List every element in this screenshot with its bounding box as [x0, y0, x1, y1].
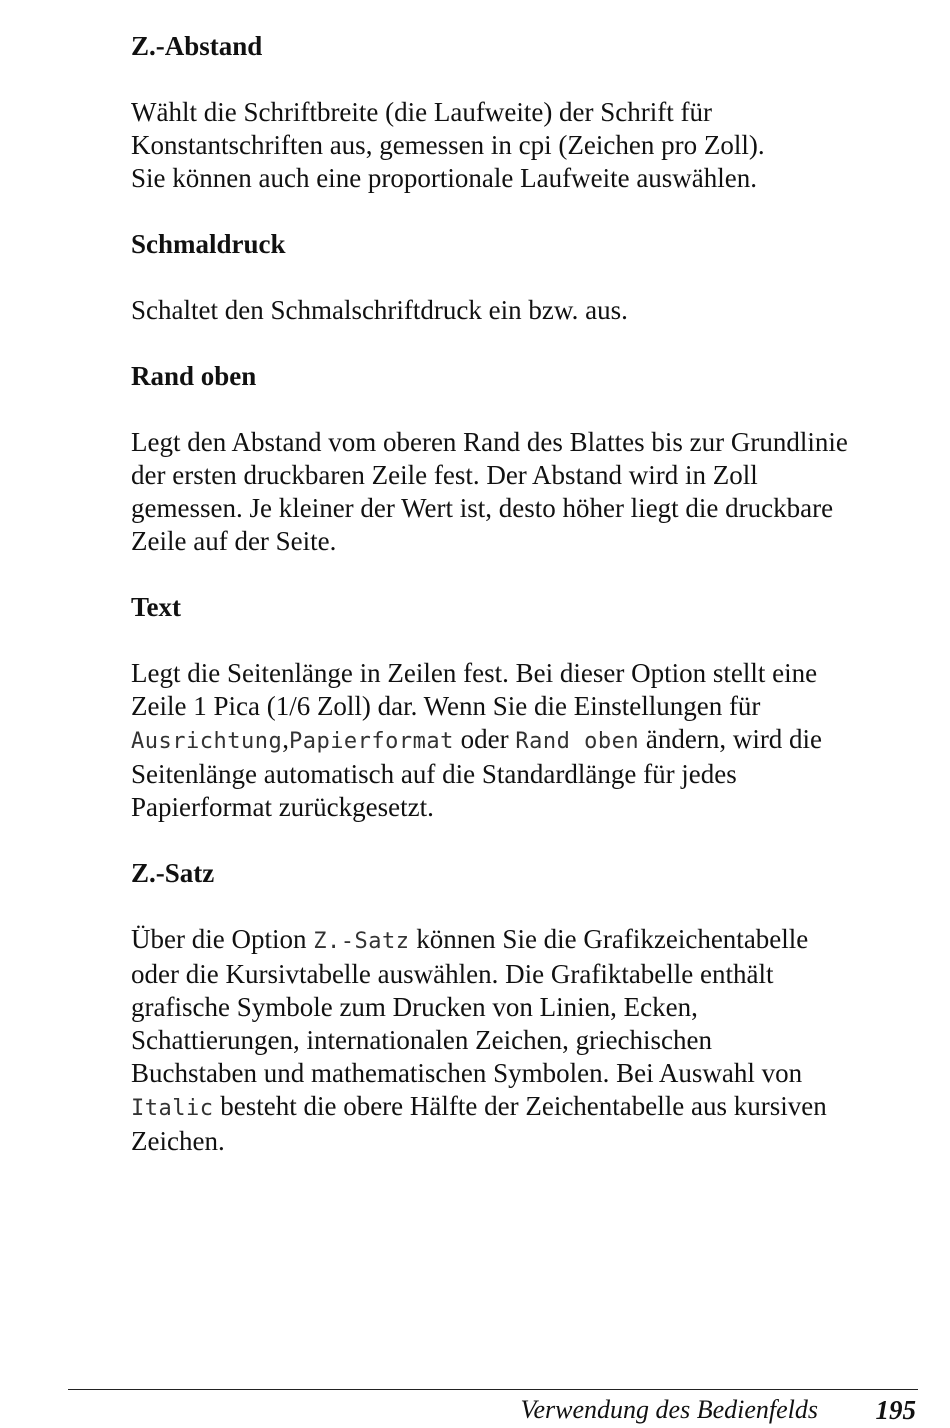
text-line: [131, 958, 921, 991]
text-segment: Papierformat zurückgesetzt.: [131, 792, 434, 822]
text-line: [131, 459, 921, 492]
section-paragraph: [131, 657, 921, 824]
text-line: [131, 723, 921, 758]
section-heading: Z.-Abstand: [131, 31, 263, 61]
page-number: 195: [875, 1395, 916, 1425]
text-line: [131, 791, 921, 824]
text-segment: besteht die obere Hälfte der Zeichentabelle aus kursiven: [213, 1091, 827, 1121]
text-line: [131, 657, 921, 690]
text-segment: Zeichen.: [131, 1126, 225, 1156]
text-line: [131, 758, 921, 791]
text-segment: Konstantschriften aus, gemessen in cpi (Zeichen pro Zoll).: [131, 130, 765, 160]
section-paragraph: [131, 426, 921, 558]
text-line: [131, 1024, 921, 1057]
section-heading: Text: [131, 592, 182, 622]
text-segment: grafische Symbole zum Drucken von Linien, Ecken,: [131, 992, 698, 1022]
footer-section-title: Verwendung des Bedienfelds: [520, 1395, 818, 1424]
text-line: [131, 923, 921, 958]
text-segment: Schattierungen, internationalen Zeichen, griechischen: [131, 1025, 713, 1055]
text-line: [131, 525, 921, 558]
text-segment: oder die Kursivtabelle auswählen. Die Grafiktabelle enthält: [131, 959, 774, 989]
text-segment: Seitenlänge automatisch auf die Standardlänge für jedes: [131, 759, 737, 789]
text-segment: Zeile auf der Seite.: [131, 526, 337, 556]
text-line: [131, 96, 921, 129]
text-line: [131, 492, 921, 525]
section-heading: Rand oben: [131, 361, 257, 391]
text-line: [131, 294, 921, 327]
section-heading: Z.-Satz: [131, 858, 215, 888]
panel-setting-term: Rand oben: [515, 729, 640, 754]
text-segment: oder: [453, 724, 516, 754]
section-paragraph: [131, 96, 921, 195]
text-segment: Buchstaben und mathematischen Symbolen. Bei Auswahl von: [131, 1058, 803, 1088]
text-segment: Legt den Abstand vom oberen Rand des Blattes bis zur Grundlinie: [131, 427, 848, 457]
text-segment: Sie können auch eine proportionale Laufweite auswählen.: [131, 163, 758, 193]
section-paragraph: [131, 294, 921, 327]
panel-setting-term: Papierformat: [288, 729, 454, 754]
text-line: [131, 129, 921, 162]
section-heading: Schmaldruck: [131, 229, 286, 259]
text-line: [131, 991, 921, 1024]
text-segment: Schaltet den Schmalschriftdruck ein bzw. aus.: [131, 295, 628, 325]
text-line: [131, 1090, 921, 1125]
text-segment: gemessen. Je kleiner der Wert ist, desto höher liegt die druckbare: [131, 493, 834, 523]
text-line: [131, 1125, 921, 1158]
panel-setting-term: Z.-Satz: [313, 929, 410, 954]
panel-setting-term: Ausrichtung: [131, 729, 283, 754]
footer-rule: [68, 1389, 918, 1390]
text-segment: können Sie die Grafikzeichentabelle: [409, 924, 809, 954]
text-line: [131, 426, 921, 459]
text-segment: der ersten druckbaren Zeile fest. Der Abstand wird in Zoll: [131, 460, 758, 490]
panel-setting-term: Italic: [131, 1096, 214, 1121]
text-segment: Über die Option: [131, 924, 314, 954]
section-paragraph: [131, 923, 921, 1158]
text-segment: Wählt die Schriftbreite (die Laufweite) der Schrift für: [131, 97, 713, 127]
text-line: [131, 690, 921, 723]
text-line: [131, 1057, 921, 1090]
text-segment: ,: [282, 724, 289, 754]
text-segment: Zeile 1 Pica (1/6 Zoll) dar. Wenn Sie die Einstellungen für: [131, 691, 761, 721]
text-line: [131, 162, 921, 195]
page-content: [131, 30, 921, 1191]
text-segment: Legt die Seitenlänge in Zeilen fest. Bei dieser Option stellt eine: [131, 658, 818, 688]
text-segment: ändern, wird die: [639, 724, 823, 754]
